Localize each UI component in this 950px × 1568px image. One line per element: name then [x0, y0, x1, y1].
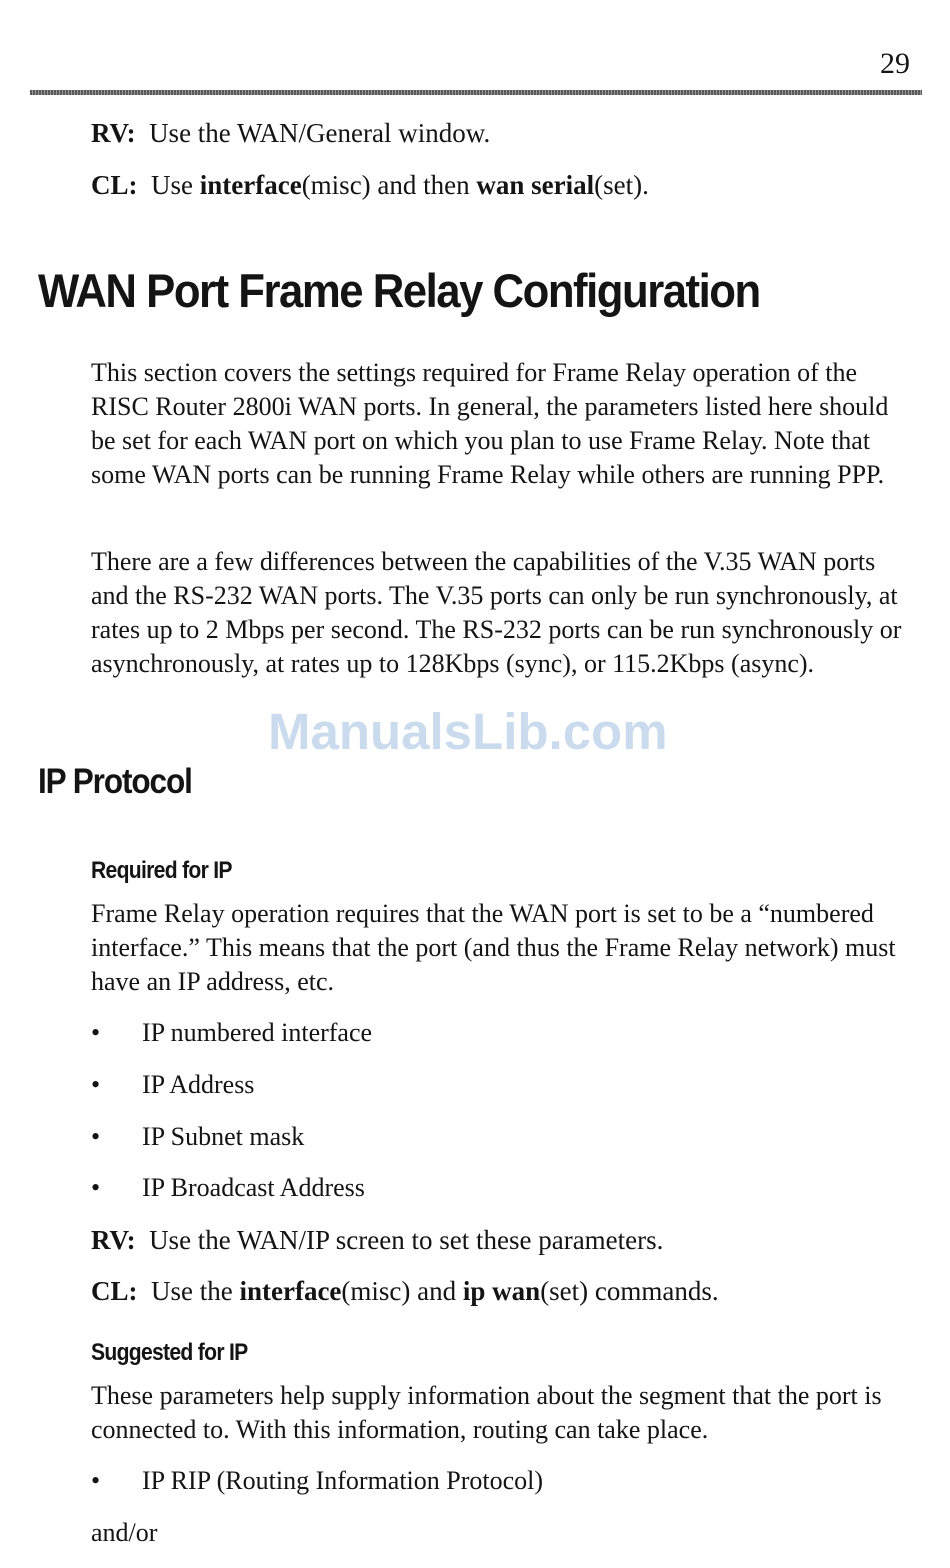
- list-item: [91, 1068, 254, 1102]
- rv-text: Use the WAN/IP screen to set these parameters.: [149, 1225, 664, 1255]
- rv-instruction-general: [91, 116, 490, 150]
- bullet-mark: •: [91, 1070, 101, 1099]
- cl-command-ip-wan: ip wan: [462, 1276, 541, 1306]
- cl-pre: Use: [151, 170, 193, 200]
- ip-protocol-title: IP Protocol: [38, 762, 192, 801]
- list-item: [91, 1120, 304, 1154]
- suggested-for-ip-heading: Suggested for IP: [91, 1339, 248, 1366]
- cl-mid: (misc) and then: [301, 170, 470, 200]
- list-item-text: IP numbered interface: [142, 1018, 373, 1047]
- cl-label: CL:: [91, 170, 138, 200]
- page-number: 29: [880, 47, 910, 80]
- bullet-mark: •: [91, 1466, 101, 1495]
- list-item: [91, 1464, 543, 1498]
- cl-command-interface: interface: [199, 170, 302, 200]
- rv-label: RV:: [91, 1225, 136, 1255]
- section-title: WAN Port Frame Relay Configuration: [38, 264, 760, 317]
- list-item: [91, 1171, 365, 1205]
- list-item-text: IP Address: [142, 1070, 255, 1099]
- cl-command-interface: interface: [239, 1276, 342, 1306]
- rv-instruction-ip: [91, 1223, 663, 1257]
- cl-post: (set) commands.: [540, 1276, 719, 1306]
- list-item-text: IP Broadcast Address: [142, 1173, 365, 1202]
- required-paragraph: Frame Relay operation requires that the WAN port is set to be a “numbered interface.” This means that the port (and thus the Frame Relay network) must have an IP address, etc.: [91, 899, 896, 996]
- cl-command-wan-serial: wan serial: [476, 170, 595, 200]
- cl-mid: (misc) and: [341, 1276, 457, 1306]
- section-paragraph-1: This section covers the settings required for Frame Relay operation of the RISC Router 2800i WAN ports. In general, the parameters listed here should be set for each WAN port on which you plan to use Frame Relay. Note that some WAN ports can be running Frame Relay while others are running PPP.: [91, 358, 889, 489]
- bullet-mark: •: [91, 1018, 101, 1047]
- rv-text: Use the WAN/General window.: [149, 118, 491, 148]
- cl-instruction-general: [91, 168, 649, 202]
- required-for-ip-heading: Required for IP: [91, 857, 232, 884]
- watermark: ManualsLib.com: [268, 703, 668, 760]
- and-or-text: and/or: [91, 1518, 158, 1547]
- cl-label: CL:: [91, 1276, 138, 1306]
- bullet-mark: •: [91, 1173, 101, 1202]
- list-item-text: IP RIP (Routing Information Protocol): [142, 1466, 544, 1495]
- suggested-paragraph: These parameters help supply information about the segment that the port is connected to. With this information, routing can take place.: [91, 1381, 882, 1444]
- rv-label: RV:: [91, 118, 136, 148]
- header-rule: [30, 90, 922, 95]
- cl-post: (set).: [594, 170, 649, 200]
- bullet-mark: •: [91, 1122, 101, 1151]
- list-item: [91, 1016, 372, 1050]
- section-paragraph-2: There are a few differences between the capabilities of the V.35 WAN ports and the RS-232 WAN ports. The V.35 ports can only be run synchronously, at rates up to 2 Mbps per second. The RS-232 ports can be run synchronously or asynchronously, at rates up to 128Kbps (sync), or 115.2Kbps (async).: [91, 547, 902, 678]
- cl-instruction-ip: [91, 1274, 719, 1308]
- cl-pre: Use the: [151, 1276, 233, 1306]
- list-item-text: IP Subnet mask: [142, 1122, 305, 1151]
